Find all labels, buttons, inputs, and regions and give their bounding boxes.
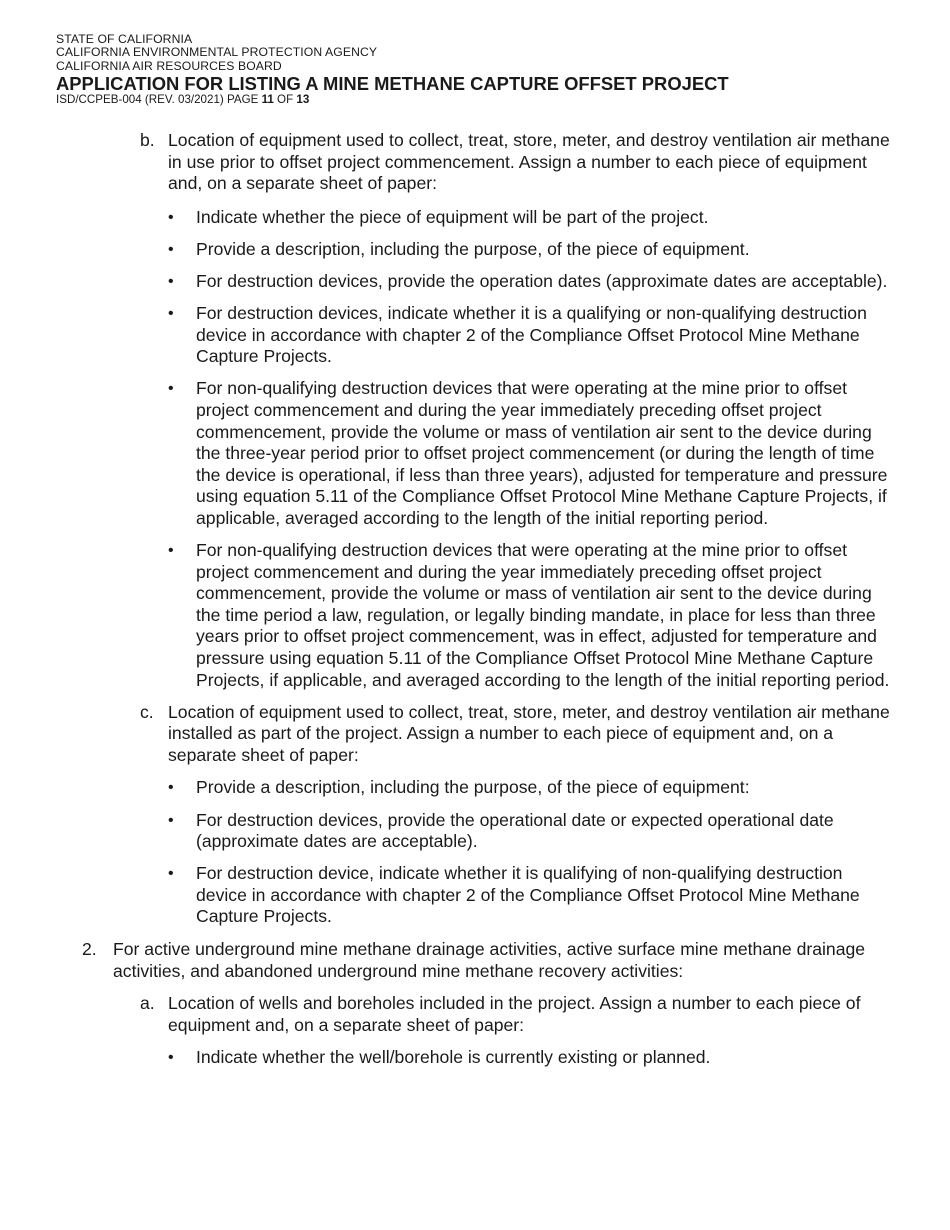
bullet-text: For destruction devices, provide the operational date or expected operational date (approximate dates are acceptable). (196, 809, 834, 852)
bullet-icon: • (168, 305, 174, 323)
list-item-a-text: Location of wells and boreholes included in the project. Assign a number to each piece of equipment and, on a separate sheet of paper: (168, 993, 861, 1035)
list-item-c (0, 702, 898, 767)
form-id-prefix: ISD/CCPEB-004 (REV. 03/2021) PAGE (56, 93, 262, 107)
list-marker-c: c. (140, 701, 154, 722)
bullet-text: For destruction devices, indicate whether it is a qualifying or non-qualifying destruction device in accordance with chapter 2 of the Compliance Offset Protocol Mine Methane Capture Projects. (196, 303, 867, 367)
bullet-text: Indicate whether the piece of equipment will be part of the project. (196, 206, 709, 227)
form-header (56, 33, 916, 106)
bullet-item (0, 863, 896, 928)
bullet-text: For non-qualifying destruction devices that were operating at the mine prior to offset project commencement and during the year immediately preceding offset project commencement, provide the volume or mass of ventilation air sent to the device during the three-year period prior to offset project commencement (or during the length of time the device is operational, if less than three years), adjusted for temperature and pressure using equation 5.11 of the Compliance Offset Protocol Mine Methane Capture Projects, if applicable, averaged according to the length of the initial reporting period. (196, 378, 888, 528)
bullet-icon: • (168, 542, 174, 559)
bullet-text: Provide a description, including the purpose, of the piece of equipment. (196, 238, 750, 259)
bullet-item (0, 540, 896, 691)
bullet-text: Provide a description, including the purpose, of the piece of equipment: (196, 777, 750, 798)
board-line: CALIFORNIA AIR RESOURCES BOARD (56, 58, 282, 73)
list-item-a (0, 993, 898, 1036)
bullet-icon: • (168, 811, 174, 829)
bullet-text: For non-qualifying destruction devices that were operating at the mine prior to offset project commencement and during the year immediately preceding offset project commencement, provide the volume or mass of ventilation air sent to the device during the time period a law, regulation, or legally binding mandate, in place for less than three years prior to offset project commencement, was in effect, adjusted for temperature and pressure using equation 5.11 of the Compliance Offset Protocol Mine Methane Capture Projects, if applicable, and averaged according to the length of the initial reporting period. (196, 540, 890, 690)
list-marker-b: b. (140, 130, 155, 150)
page-total: 13 (296, 93, 310, 107)
bullet-item (0, 207, 896, 229)
bullet-text: For destruction devices, provide the operation dates (approximate dates are acceptable). (196, 270, 888, 291)
page-of: OF (273, 93, 297, 107)
list-item-b (0, 130, 898, 195)
bullet-icon: • (168, 779, 174, 797)
agency-line: CALIFORNIA ENVIRONMENTAL PROTECTION AGENCY (56, 45, 378, 60)
bullet-item (0, 1047, 896, 1069)
bullet-icon: • (168, 208, 174, 226)
list-item-2 (0, 939, 893, 982)
list-item-c-text: Location of equipment used to collect, treat, store, meter, and destroy ventilation air methane installed as part of the project. Assign a number to each piece of equipment and, on a separate sheet of paper: (168, 701, 890, 765)
bullet-icon: • (168, 865, 174, 883)
bullet-icon: • (168, 240, 174, 258)
bullet-item (0, 777, 896, 799)
bullet-item (0, 378, 896, 529)
bullet-icon: • (168, 272, 174, 290)
list-marker-a: a. (140, 993, 155, 1014)
bullet-icon: • (168, 380, 174, 398)
state-line: STATE OF CALIFORNIA (56, 32, 193, 46)
bullet-text: For destruction device, indicate whether it is qualifying of non-qualifying destruction device in accordance with chapter 2 of the Compliance Offset Protocol Mine Methane Capture Projects. (196, 863, 860, 927)
bullet-item (0, 271, 896, 293)
list-item-b-text: Location of equipment used to collect, treat, store, meter, and destroy ventilation air methane in use prior to offset project commencement. Assign a number to each piece of equipment and, on a separate sheet of paper: (168, 130, 890, 194)
bullet-item (0, 239, 896, 261)
form-id-line (56, 93, 916, 106)
bullet-text: Indicate whether the well/borehole is currently existing or planned. (196, 1047, 711, 1068)
bullet-item (0, 303, 896, 368)
form-title: APPLICATION FOR LISTING A MINE METHANE CAPTURE OFFSET PROJECT (56, 73, 729, 95)
bullet-icon: • (168, 1049, 174, 1067)
list-item-2-text: For active underground mine methane drainage activities, active surface mine methane drainage activities, and abandoned underground mine methane recovery activities: (113, 939, 866, 981)
page-number: 11 (261, 93, 274, 107)
bullet-item (0, 810, 896, 853)
document-body (0, 130, 950, 1069)
list-marker-2: 2. (82, 939, 97, 959)
